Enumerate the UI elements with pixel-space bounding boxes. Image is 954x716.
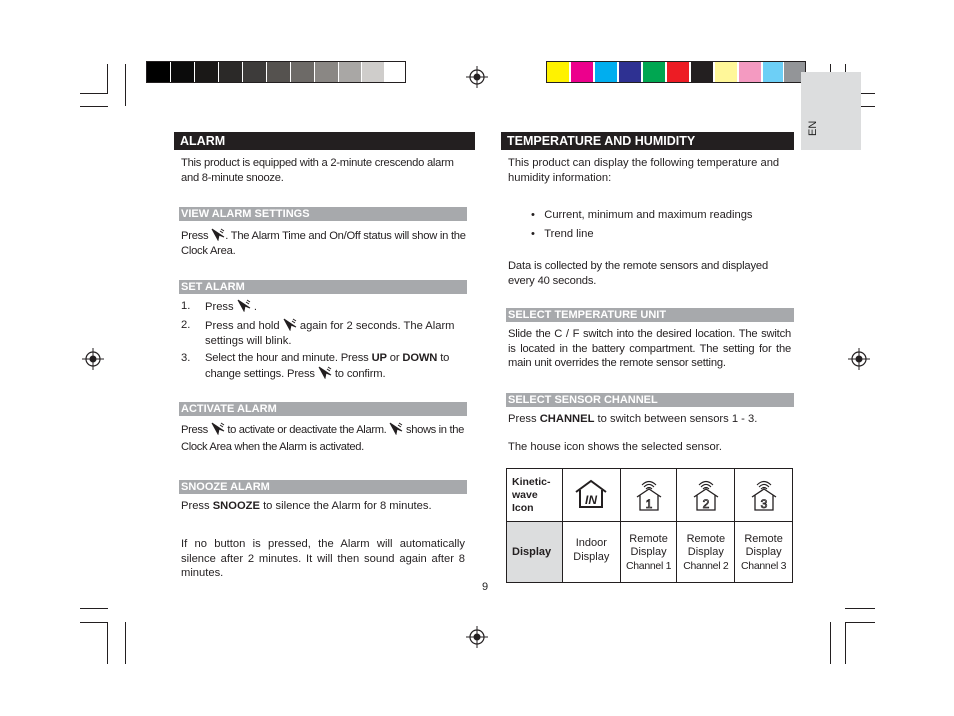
crop-mark bbox=[80, 622, 108, 623]
step-text: to confirm. bbox=[334, 367, 386, 380]
activate-rest: shows in the Clock Area when the Alarm is activated. bbox=[181, 424, 464, 453]
crop-mark bbox=[845, 622, 875, 623]
channel-icon-digit: 1 bbox=[645, 496, 652, 511]
bullet-text: Current, minimum and maximum readings bbox=[544, 209, 753, 221]
alarm-icon bbox=[283, 318, 297, 331]
grey-swatch bbox=[171, 62, 194, 82]
auto-silence-text: If no button is pressed, the Alarm will automatically silence after 2 minutes. It will then sound again after 8 minutes. bbox=[181, 538, 465, 579]
crop-mark bbox=[80, 93, 108, 94]
alarm-icon bbox=[318, 366, 332, 379]
alarm-intro: This product is equipped with a 2-minute crescendo alarm and 8-minute snooze. bbox=[181, 157, 454, 184]
step-text: or bbox=[389, 352, 400, 364]
indoor-icon-cell bbox=[562, 469, 620, 522]
temperature-unit-text: Slide the C / F switch into the desired location. The switch is located in the battery compartment. The setting for the main unit overrides the remote sensor setting. bbox=[508, 328, 791, 369]
set-alarm-heading: SET ALARM bbox=[179, 280, 467, 294]
grey-swatch bbox=[362, 62, 384, 82]
channel2-icon-cell bbox=[677, 469, 735, 522]
channel-rest: to switch between sensors 1 - 3. bbox=[597, 413, 758, 425]
crop-mark bbox=[830, 622, 831, 664]
table-row-label bbox=[507, 469, 563, 522]
color-swatch bbox=[739, 62, 761, 82]
grey-swatch bbox=[267, 62, 290, 82]
step-text: Press and hold bbox=[205, 320, 280, 332]
activate-alarm-text bbox=[181, 422, 471, 456]
channel-1-house-icon bbox=[634, 477, 664, 511]
step-number: 3. bbox=[181, 352, 191, 364]
crop-mark bbox=[125, 64, 126, 106]
step-text: . bbox=[253, 301, 257, 313]
channel-press: Press bbox=[508, 413, 537, 425]
snooze-alarm-heading: SNOOZE ALARM bbox=[179, 480, 467, 494]
step-number: 2. bbox=[181, 319, 191, 331]
grey-swatch bbox=[315, 62, 338, 82]
view-alarm-settings-heading: VIEW ALARM SETTINGS bbox=[179, 207, 467, 221]
view-rest: . The Alarm Time and On/Off status will show in the Clock Area. bbox=[181, 230, 466, 257]
data-collection-note: Data is collected by the remote sensors and displayed every 40 seconds. bbox=[508, 260, 769, 287]
remote-line: Remote bbox=[686, 532, 726, 545]
channel-key: CHANNEL bbox=[539, 413, 595, 425]
table-row bbox=[507, 522, 793, 583]
remote-line: Remote bbox=[629, 532, 668, 545]
crop-mark bbox=[107, 64, 108, 94]
language-tab-label: EN bbox=[807, 120, 819, 136]
indoor-house-icon bbox=[573, 479, 609, 509]
bullet-text: Trend line bbox=[544, 228, 594, 240]
alarm-icon bbox=[211, 422, 225, 435]
color-swatch bbox=[571, 62, 593, 82]
channel-3-house-icon bbox=[749, 477, 779, 511]
crop-mark bbox=[845, 622, 846, 664]
grey-swatch bbox=[195, 62, 218, 82]
bullet-item: • Trend line bbox=[531, 228, 594, 240]
color-swatch bbox=[547, 62, 569, 82]
house-icon-note: The house icon shows the selected sensor. bbox=[508, 441, 722, 453]
step-text: again for 2 seconds. The Alarm settings will blink. bbox=[205, 320, 455, 347]
crop-mark bbox=[80, 608, 108, 609]
channel-icon-digit: 3 bbox=[760, 496, 767, 511]
remote-display-cell bbox=[677, 522, 735, 583]
activate-alarm-heading: ACTIVATE ALARM bbox=[179, 402, 467, 416]
kinetic-wave-label: Kinetic-wave Icon bbox=[512, 475, 551, 514]
color-bar bbox=[546, 61, 806, 83]
crop-mark bbox=[845, 608, 875, 609]
grey-swatch bbox=[147, 62, 170, 82]
alarm-heading: ALARM bbox=[174, 132, 475, 150]
remote-line: Display bbox=[687, 546, 724, 559]
snooze-text bbox=[181, 499, 471, 514]
snooze-rest: to silence the Alarm for 8 minutes. bbox=[263, 500, 432, 512]
remote-line: Remote bbox=[744, 532, 783, 545]
bullet-list bbox=[531, 208, 791, 242]
step-number: 1. bbox=[181, 300, 191, 312]
color-swatch bbox=[715, 62, 737, 82]
activate-mid: to activate or deactivate the Alarm. bbox=[227, 424, 387, 436]
remote-channel: Channel 3 bbox=[741, 559, 787, 572]
down-key: DOWN bbox=[402, 352, 438, 364]
page-number: 9 bbox=[482, 581, 489, 593]
bullet-item: • Current, minimum and maximum readings bbox=[531, 209, 753, 221]
step-text: Press bbox=[205, 301, 234, 313]
crop-mark bbox=[107, 622, 108, 664]
alarm-icon bbox=[211, 228, 225, 241]
select-sensor-channel-heading: SELECT SENSOR CHANNEL bbox=[506, 393, 794, 407]
registration-mark-icon bbox=[848, 348, 870, 370]
view-press: Press bbox=[181, 230, 209, 242]
display-label: Display bbox=[512, 546, 552, 558]
registration-mark-icon bbox=[466, 626, 488, 648]
grey-swatch bbox=[385, 62, 405, 82]
registration-mark-icon bbox=[82, 348, 104, 370]
indoor-display-cell bbox=[562, 522, 620, 583]
color-swatch bbox=[763, 62, 783, 82]
temperature-humidity-heading: TEMPERATURE AND HUMIDITY bbox=[501, 132, 794, 150]
snooze-key: SNOOZE bbox=[212, 500, 260, 512]
grey-swatch bbox=[291, 62, 314, 82]
alarm-icon bbox=[389, 422, 403, 435]
indoor-line: Display bbox=[573, 550, 610, 563]
crop-mark bbox=[125, 622, 126, 664]
channel-icon-digit: 2 bbox=[702, 496, 710, 511]
select-temperature-unit-heading: SELECT TEMPERATURE UNIT bbox=[506, 308, 794, 322]
indoor-icon-text: IN bbox=[585, 492, 598, 507]
grey-swatch bbox=[339, 62, 361, 82]
color-swatch bbox=[595, 62, 617, 82]
sensor-channel-table bbox=[506, 468, 793, 583]
snooze-press: Press bbox=[181, 500, 210, 512]
registration-mark-icon bbox=[466, 66, 488, 88]
remote-channel: Channel 1 bbox=[625, 559, 672, 572]
color-swatch bbox=[691, 62, 713, 82]
alarm-icon bbox=[237, 299, 251, 312]
color-swatch bbox=[619, 62, 641, 82]
th-intro: This product can display the following temperature and humidity information: bbox=[508, 157, 780, 184]
grey-swatch bbox=[243, 62, 266, 82]
indoor-line: Indoor bbox=[575, 537, 607, 549]
step-text: Select the hour and minute. Press bbox=[205, 352, 369, 364]
channel3-icon-cell bbox=[735, 469, 793, 522]
view-alarm-text bbox=[181, 228, 469, 258]
remote-display-cell bbox=[620, 522, 677, 583]
display-label-cell bbox=[507, 522, 563, 583]
channel-text bbox=[508, 412, 796, 427]
language-tab bbox=[801, 72, 861, 150]
greyscale-bar bbox=[146, 61, 406, 83]
table-row bbox=[507, 469, 793, 522]
channel1-icon-cell bbox=[620, 469, 677, 522]
activate-press: Press bbox=[181, 424, 208, 436]
remote-channel: Channel 2 bbox=[683, 559, 729, 572]
remote-display-cell bbox=[735, 522, 793, 583]
crop-mark bbox=[80, 106, 108, 107]
color-swatch bbox=[643, 62, 665, 82]
remote-line: Display bbox=[745, 546, 782, 559]
color-swatch bbox=[667, 62, 689, 82]
up-key: UP bbox=[371, 352, 387, 364]
step-text: to change settings. Press bbox=[205, 352, 450, 380]
grey-swatch bbox=[219, 62, 242, 82]
channel-2-house-icon bbox=[691, 477, 721, 511]
remote-line: Display bbox=[630, 546, 667, 559]
